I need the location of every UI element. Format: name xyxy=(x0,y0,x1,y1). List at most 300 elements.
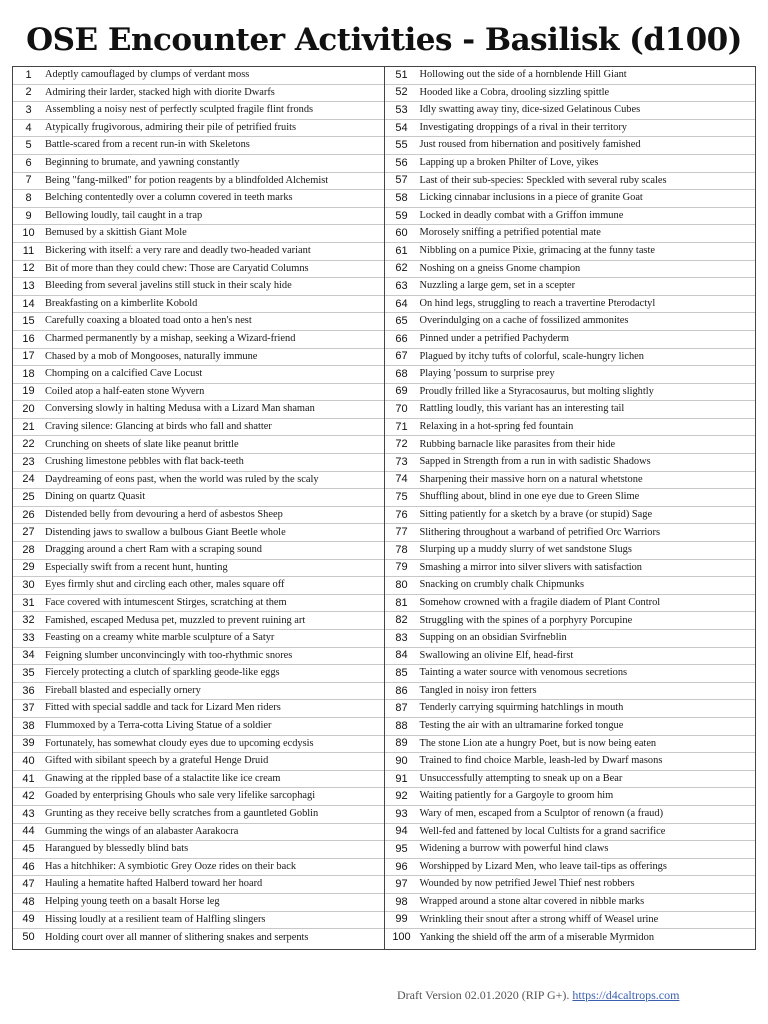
table-row xyxy=(13,542,384,560)
table-row xyxy=(13,208,384,226)
table-row xyxy=(385,648,756,666)
table-row xyxy=(13,366,384,384)
page-title: OSE Encounter Activities - Basilisk (d100) xyxy=(26,22,742,58)
encounter-table xyxy=(12,66,756,950)
activity-text: Harangued by blessedly blind bats xyxy=(45,843,189,855)
table-row xyxy=(13,137,384,155)
roll-number: 16 xyxy=(22,332,35,345)
table-row xyxy=(385,718,756,736)
table-row xyxy=(385,736,756,754)
roll-number: 88 xyxy=(395,719,408,732)
table-row xyxy=(385,824,756,842)
table-row xyxy=(13,718,384,736)
table-row xyxy=(13,507,384,525)
roll-number: 94 xyxy=(395,825,408,838)
activity-text: Shuffling about, blind in one eye due to Green Slime xyxy=(419,491,640,503)
activity-text: Hollowing out the side of a hornblende Hill Giant xyxy=(419,69,627,81)
activity-text: Noshing on a gneiss Gnome champion xyxy=(419,262,581,274)
roll-number: 76 xyxy=(395,508,408,521)
roll-number: 67 xyxy=(395,350,408,363)
activity-text: Worshipped by Lizard Men, who leave tail-tips as offerings xyxy=(419,860,667,872)
roll-number: 10 xyxy=(22,227,35,240)
footer xyxy=(397,988,679,1003)
activity-text: Widening a burrow with powerful hind claws xyxy=(419,843,609,855)
roll-number: 15 xyxy=(22,315,35,328)
activity-text: Pinned under a petrified Pachyderm xyxy=(419,333,569,344)
table-row xyxy=(13,700,384,718)
table-column-left xyxy=(13,67,385,949)
table-row xyxy=(13,225,384,243)
roll-number: 26 xyxy=(22,508,35,521)
table-row xyxy=(13,331,384,349)
table-row xyxy=(385,612,756,630)
activity-text: Helping young teeth on a basalt Horse leg xyxy=(45,896,220,907)
activity-text: Crushing limestone pebbles with flat back-teeth xyxy=(45,456,244,468)
table-row xyxy=(13,102,384,120)
roll-number: 32 xyxy=(22,614,35,627)
table-row xyxy=(13,788,384,806)
table-row xyxy=(13,384,384,402)
table-row xyxy=(13,419,384,437)
table-row xyxy=(385,261,756,279)
activity-text: Especially swift from a recent hunt, hunting xyxy=(45,561,228,573)
activity-text: Face covered with intumescent Stirges, scratching at them xyxy=(45,596,287,608)
activity-text: Gumming the wings of an alabaster Aarakocra xyxy=(45,825,239,837)
table-row xyxy=(385,137,756,155)
activity-text: Trained to find choice Marble, leash-led by Dwarf masons xyxy=(419,755,663,767)
activity-text: Proudly frilled like a Styracosaurus, but molting slightly xyxy=(419,385,654,397)
table-row xyxy=(385,190,756,208)
activity-text: Snacking on crumbly chalk Chipmunks xyxy=(419,579,584,591)
roll-number: 1 xyxy=(25,68,32,81)
roll-number: 46 xyxy=(22,860,35,873)
activity-text: Dining on quartz Quasit xyxy=(45,491,146,503)
activity-text: Breakfasting on a kimberlite Kobold xyxy=(45,297,198,309)
table-row xyxy=(385,771,756,789)
table-row xyxy=(13,753,384,771)
roll-number: 50 xyxy=(22,931,35,944)
activity-text: Belching contentedly over a column covered in teeth marks xyxy=(45,192,293,204)
roll-number: 21 xyxy=(22,420,35,433)
activity-text: Adeptly camouflaged by clumps of verdant moss xyxy=(45,69,250,81)
table-row xyxy=(385,700,756,718)
activity-text: Atypically frugivorous, admiring their pile of petrified fruits xyxy=(45,121,297,133)
roll-number: 79 xyxy=(395,561,408,574)
activity-text: Bit of more than they could chew: Those are Caryatid Columns xyxy=(45,262,309,274)
activity-text: Carefully coaxing a bloated toad onto a hen's nest xyxy=(45,315,252,327)
activity-text: Distended belly from devouring a herd of asbestos Sheep xyxy=(45,508,283,520)
roll-number: 52 xyxy=(395,86,408,99)
roll-number: 60 xyxy=(395,227,408,240)
activity-text: Has a hitchhiker: A symbiotic Grey Ooze rides on their back xyxy=(45,860,297,872)
roll-number: 33 xyxy=(22,631,35,644)
table-row xyxy=(13,313,384,331)
activity-text: Being "fang-milked" for potion reagents by a blindfolded Alchemist xyxy=(45,174,329,186)
activity-text: Admiring their larder, stacked high with diorite Dwarfs xyxy=(45,86,275,98)
roll-number: 27 xyxy=(22,526,35,539)
roll-number: 64 xyxy=(395,297,408,310)
activity-text: Tainting a water source with venomous secretions xyxy=(419,667,628,679)
activity-text: Bickering with itself: a very rare and deadly two-headed variant xyxy=(45,245,311,257)
table-row xyxy=(13,349,384,367)
table-row xyxy=(13,278,384,296)
roll-number: 19 xyxy=(22,385,35,398)
roll-number: 93 xyxy=(395,807,408,820)
activity-text: Sharpening their massive horn on a natural whetstone xyxy=(419,473,643,485)
activity-text: Grunting as they receive belly scratches from a gauntleted Goblin xyxy=(45,808,319,820)
activity-text: Nuzzling a large gem, set in a scepter xyxy=(419,280,576,292)
table-row xyxy=(13,243,384,261)
activity-text: Just roused from hibernation and positively famished xyxy=(419,139,641,151)
table-row xyxy=(13,472,384,490)
roll-number: 2 xyxy=(25,86,32,99)
roll-number: 63 xyxy=(395,279,408,292)
activity-text: Well-fed and fattened by local Cultists for a grand sacrifice xyxy=(419,825,666,837)
table-row xyxy=(385,577,756,595)
table-row xyxy=(385,120,756,138)
activity-text: Somehow crowned with a fragile diadem of Plant Control xyxy=(419,596,661,608)
activity-text: Slithering throughout a warband of petrified Orc Warriors xyxy=(419,526,660,538)
roll-number: 97 xyxy=(395,878,408,891)
activity-text: Hissing loudly at a resilient team of Halfling slingers xyxy=(45,913,266,925)
table-row xyxy=(13,771,384,789)
roll-number: 86 xyxy=(395,684,408,697)
roll-number: 41 xyxy=(22,772,35,785)
activity-text: Locked in deadly combat with a Griffon immune xyxy=(419,209,624,221)
table-row xyxy=(13,261,384,279)
activity-text: Famished, escaped Medusa pet, muzzled to prevent ruining art xyxy=(45,614,306,626)
roll-number: 28 xyxy=(22,543,35,556)
activity-text: Waiting patiently for a Gargoyle to groom him xyxy=(419,790,614,802)
table-row xyxy=(385,366,756,384)
roll-number: 5 xyxy=(25,139,32,152)
roll-number: 53 xyxy=(395,103,408,116)
table-row xyxy=(385,419,756,437)
table-row xyxy=(13,683,384,701)
roll-number: 58 xyxy=(395,191,408,204)
roll-number: 54 xyxy=(395,121,408,134)
activity-text: Wounded by now petrified Jewel Thief nest robbers xyxy=(419,878,635,890)
roll-number: 17 xyxy=(22,350,35,363)
roll-number: 24 xyxy=(22,473,35,486)
activity-text: Overindulging on a cache of fossilized ammonites xyxy=(419,315,629,327)
roll-number: 81 xyxy=(395,596,408,609)
activity-text: Sitting patiently for a sketch by a brave (or stupid) Sage xyxy=(419,508,653,520)
activity-text: Licking cinnabar inclusions in a piece of granite Goat xyxy=(419,192,643,204)
table-row xyxy=(385,806,756,824)
table-row xyxy=(385,401,756,419)
roll-number: 70 xyxy=(395,403,408,416)
table-row xyxy=(13,524,384,542)
activity-text: Bleeding from several javelins still stuck in their scaly hide xyxy=(45,280,292,292)
roll-number: 98 xyxy=(395,895,408,908)
table-row xyxy=(385,208,756,226)
activity-text: Fitted with special saddle and tack for Lizard Men riders xyxy=(45,702,281,714)
roll-number: 84 xyxy=(395,649,408,662)
table-row xyxy=(385,595,756,613)
roll-number: 83 xyxy=(395,631,408,644)
roll-number: 72 xyxy=(395,438,408,451)
roll-number: 80 xyxy=(395,579,408,592)
activity-text: Chased by a mob of Mongooses, naturally immune xyxy=(45,350,258,362)
table-row xyxy=(385,472,756,490)
table-row xyxy=(385,788,756,806)
roll-number: 14 xyxy=(22,297,35,310)
activity-text: Supping on an obsidian Svirfneblin xyxy=(419,632,567,644)
activity-text: Dragging around a chert Ram with a scraping sound xyxy=(45,544,262,556)
roll-number: 36 xyxy=(22,684,35,697)
activity-text: Assembling a noisy nest of perfectly sculpted fragile flint fronds xyxy=(45,104,314,116)
table-row xyxy=(385,384,756,402)
table-row xyxy=(385,331,756,349)
activity-text: Gnawing at the rippled base of a stalactite like ice cream xyxy=(45,772,281,784)
table-row xyxy=(385,296,756,314)
activity-text: Nibbling on a pumice Pixie, grimacing at the funny taste xyxy=(419,245,655,257)
roll-number: 56 xyxy=(395,156,408,169)
roll-number: 73 xyxy=(395,455,408,468)
roll-number: 37 xyxy=(22,702,35,715)
activity-text: Smashing a mirror into silver slivers with satisfaction xyxy=(419,561,643,573)
activity-text: Rattling loudly, this variant has an interesting tail xyxy=(419,403,625,415)
activity-text: Playing 'possum to surprise prey xyxy=(419,368,555,380)
activity-text: Fireball blasted and especially ornery xyxy=(45,684,201,696)
activity-text: Coiled atop a half-eaten stone Wyvern xyxy=(45,385,205,397)
roll-number: 40 xyxy=(22,754,35,767)
activity-text: Rubbing barnacle like parasites from their hide xyxy=(419,438,616,450)
table-row xyxy=(13,665,384,683)
table-row xyxy=(13,577,384,595)
roll-number: 38 xyxy=(22,719,35,732)
roll-number: 43 xyxy=(22,807,35,820)
activity-text: Charmed permanently by a mishap, seeking a Wizard-friend xyxy=(45,333,296,344)
activity-text: Lapping up a broken Philter of Love, yikes xyxy=(419,157,599,169)
table-column-right xyxy=(385,67,756,949)
roll-number: 6 xyxy=(25,156,32,169)
table-row xyxy=(13,736,384,754)
activity-text: Tangled in noisy iron fetters xyxy=(419,684,537,696)
activity-text: Plagued by itchy tufts of colorful, scale-hungry lichen xyxy=(419,350,644,362)
roll-number: 12 xyxy=(22,262,35,275)
activity-text: Investigating droppings of a rival in their territory xyxy=(419,121,627,133)
table-row xyxy=(13,612,384,630)
table-row xyxy=(385,683,756,701)
table-row xyxy=(13,630,384,648)
roll-number: 59 xyxy=(395,209,408,222)
table-row xyxy=(385,894,756,912)
roll-number: 75 xyxy=(395,491,408,504)
table-row xyxy=(13,173,384,191)
roll-number: 35 xyxy=(22,666,35,679)
table-row xyxy=(385,454,756,472)
roll-number: 48 xyxy=(22,895,35,908)
activity-text: Bellowing loudly, tail caught in a trap xyxy=(45,209,203,221)
table-row xyxy=(13,912,384,930)
table-row xyxy=(13,489,384,507)
table-row xyxy=(13,155,384,173)
table-row xyxy=(385,85,756,103)
roll-number: 57 xyxy=(395,174,408,187)
roll-number: 91 xyxy=(395,772,408,785)
roll-number: 13 xyxy=(22,279,35,292)
table-row xyxy=(385,225,756,243)
roll-number: 45 xyxy=(22,842,35,855)
activity-text: Idly swatting away tiny, dice-sized Gelatinous Cubes xyxy=(419,104,641,116)
table-row xyxy=(13,436,384,454)
table-row xyxy=(385,173,756,191)
activity-text: Holding court over all manner of slithering snakes and serpents xyxy=(45,931,309,943)
activity-text: Crunching on sheets of slate like peanut brittle xyxy=(45,438,239,450)
footer-link[interactable]: https://d4caltrops.com xyxy=(572,988,680,1002)
activity-text: Conversing slowly in halting Medusa with a Lizard Man shaman xyxy=(45,403,315,415)
roll-number: 85 xyxy=(395,666,408,679)
table-row xyxy=(385,753,756,771)
table-row xyxy=(13,85,384,103)
activity-text: Sapped in Strength from a run in with sadistic Shadows xyxy=(419,456,651,468)
table-row xyxy=(13,841,384,859)
roll-number: 47 xyxy=(22,878,35,891)
roll-number: 18 xyxy=(22,367,35,380)
roll-number: 69 xyxy=(395,385,408,398)
roll-number: 68 xyxy=(395,367,408,380)
table-row xyxy=(385,859,756,877)
roll-number: 7 xyxy=(25,174,32,187)
activity-text: Last of their sub-species: Speckled with several ruby scales xyxy=(419,174,667,186)
activity-text: Gifted with sibilant speech by a grateful Henge Druid xyxy=(45,755,269,767)
activity-text: Unsuccessfully attempting to sneak up on a Bear xyxy=(419,772,623,784)
roll-number: 23 xyxy=(22,455,35,468)
activity-text: Fortunately, has somewhat cloudy eyes due to upcoming ecdysis xyxy=(45,737,314,749)
activity-text: Feigning slumber unconvincingly with too-rhythmic snores xyxy=(45,649,293,661)
table-row xyxy=(385,278,756,296)
roll-number: 89 xyxy=(395,737,408,750)
table-row xyxy=(13,296,384,314)
roll-number: 55 xyxy=(395,139,408,152)
activity-text: Wary of men, escaped from a Sculptor of renown (a fraud) xyxy=(419,808,664,820)
activity-text: Relaxing in a hot-spring fed fountain xyxy=(419,420,574,432)
table-row xyxy=(13,190,384,208)
roll-number: 44 xyxy=(22,825,35,838)
roll-number: 20 xyxy=(22,403,35,416)
roll-number: 78 xyxy=(395,543,408,556)
roll-number: 25 xyxy=(22,491,35,504)
roll-number: 9 xyxy=(25,209,32,222)
activity-text: Flummoxed by a Terra-cotta Living Statue of a soldier xyxy=(45,720,272,732)
footer-version: Draft Version 02.01.2020 (RIP G+). xyxy=(397,988,570,1002)
activity-text: Slurping up a muddy slurry of wet sandstone Slugs xyxy=(419,544,632,556)
activity-text: Tenderly carrying squirming hatchlings in mouth xyxy=(419,702,624,714)
roll-number: 100 xyxy=(392,931,411,944)
table-row xyxy=(13,876,384,894)
table-row xyxy=(385,542,756,560)
roll-number: 96 xyxy=(395,860,408,873)
table-row xyxy=(13,595,384,613)
table-row xyxy=(385,313,756,331)
table-row xyxy=(13,859,384,877)
roll-number: 51 xyxy=(395,68,408,81)
roll-number: 4 xyxy=(25,121,32,134)
roll-number: 61 xyxy=(395,244,408,257)
roll-number: 42 xyxy=(22,790,35,803)
table-row xyxy=(13,454,384,472)
table-row xyxy=(385,102,756,120)
roll-number: 8 xyxy=(25,191,32,204)
table-row xyxy=(385,630,756,648)
roll-number: 90 xyxy=(395,754,408,767)
roll-number: 30 xyxy=(22,579,35,592)
table-row xyxy=(13,67,384,85)
activity-text: Bemused by a skittish Giant Mole xyxy=(45,227,187,239)
activity-text: Daydreaming of eons past, when the world was ruled by the scaly xyxy=(45,473,319,485)
roll-number: 87 xyxy=(395,702,408,715)
table-row xyxy=(385,912,756,930)
roll-number: 11 xyxy=(22,244,35,257)
table-row xyxy=(385,243,756,261)
activity-text: Feasting on a creamy white marble sculpture of a Satyr xyxy=(45,632,275,644)
table-row xyxy=(13,560,384,578)
activity-text: Hauling a hematite hafted Halberd toward her hoard xyxy=(45,878,263,890)
table-row xyxy=(385,67,756,85)
roll-number: 66 xyxy=(395,332,408,345)
table-row xyxy=(13,401,384,419)
table-row xyxy=(385,841,756,859)
table-row xyxy=(13,894,384,912)
roll-number: 39 xyxy=(22,737,35,750)
roll-number: 74 xyxy=(395,473,408,486)
table-row xyxy=(13,120,384,138)
table-row xyxy=(385,665,756,683)
roll-number: 82 xyxy=(395,614,408,627)
roll-number: 29 xyxy=(22,561,35,574)
activity-text: Wrinkling their snout after a strong whiff of Weasel urine xyxy=(419,913,659,925)
table-row xyxy=(385,876,756,894)
roll-number: 3 xyxy=(25,103,32,116)
activity-text: Swallowing an olivine Elf, head-first xyxy=(419,649,574,661)
activity-text: Fiercely protecting a clutch of sparkling geode-like eggs xyxy=(45,667,280,679)
table-row xyxy=(385,155,756,173)
roll-number: 62 xyxy=(395,262,408,275)
activity-text: Goaded by enterprising Ghouls who sale very lifelike sarcophagi xyxy=(45,790,316,802)
roll-number: 22 xyxy=(22,438,35,451)
activity-text: Distending jaws to swallow a bulbous Giant Beetle whole xyxy=(45,526,286,538)
table-row xyxy=(385,560,756,578)
activity-text: Hooded like a Cobra, drooling sizzling spittle xyxy=(419,86,610,98)
table-row xyxy=(13,824,384,842)
table-row xyxy=(385,349,756,367)
roll-number: 31 xyxy=(22,596,35,609)
activity-text: Craving silence: Glancing at birds who fall and shatter xyxy=(45,420,272,432)
table-row xyxy=(13,806,384,824)
roll-number: 95 xyxy=(395,842,408,855)
roll-number: 92 xyxy=(395,790,408,803)
roll-number: 99 xyxy=(395,913,408,926)
activity-text: Struggling with the spines of a porphyry Porcupine xyxy=(419,614,633,626)
activity-text: Yanking the shield off the arm of a miserable Myrmidon xyxy=(419,931,655,943)
table-row xyxy=(13,929,384,947)
roll-number: 65 xyxy=(395,315,408,328)
activity-text: Chomping on a calcified Cave Locust xyxy=(45,368,203,380)
activity-text: Testing the air with an ultramarine forked tongue xyxy=(419,720,624,732)
roll-number: 71 xyxy=(395,420,408,433)
activity-text: Eyes firmly shut and circling each other, males square off xyxy=(45,579,285,591)
table-row xyxy=(385,929,756,947)
activity-text: On hind legs, struggling to reach a travertine Pterodactyl xyxy=(419,297,656,309)
activity-text: Beginning to brumate, and yawning constantly xyxy=(45,157,240,169)
roll-number: 77 xyxy=(395,526,408,539)
table-row xyxy=(385,436,756,454)
activity-text: Morosely sniffing a petrified potential mate xyxy=(419,227,601,239)
activity-text: The stone Lion ate a hungry Poet, but is now being eaten xyxy=(419,737,657,749)
table-row xyxy=(385,524,756,542)
